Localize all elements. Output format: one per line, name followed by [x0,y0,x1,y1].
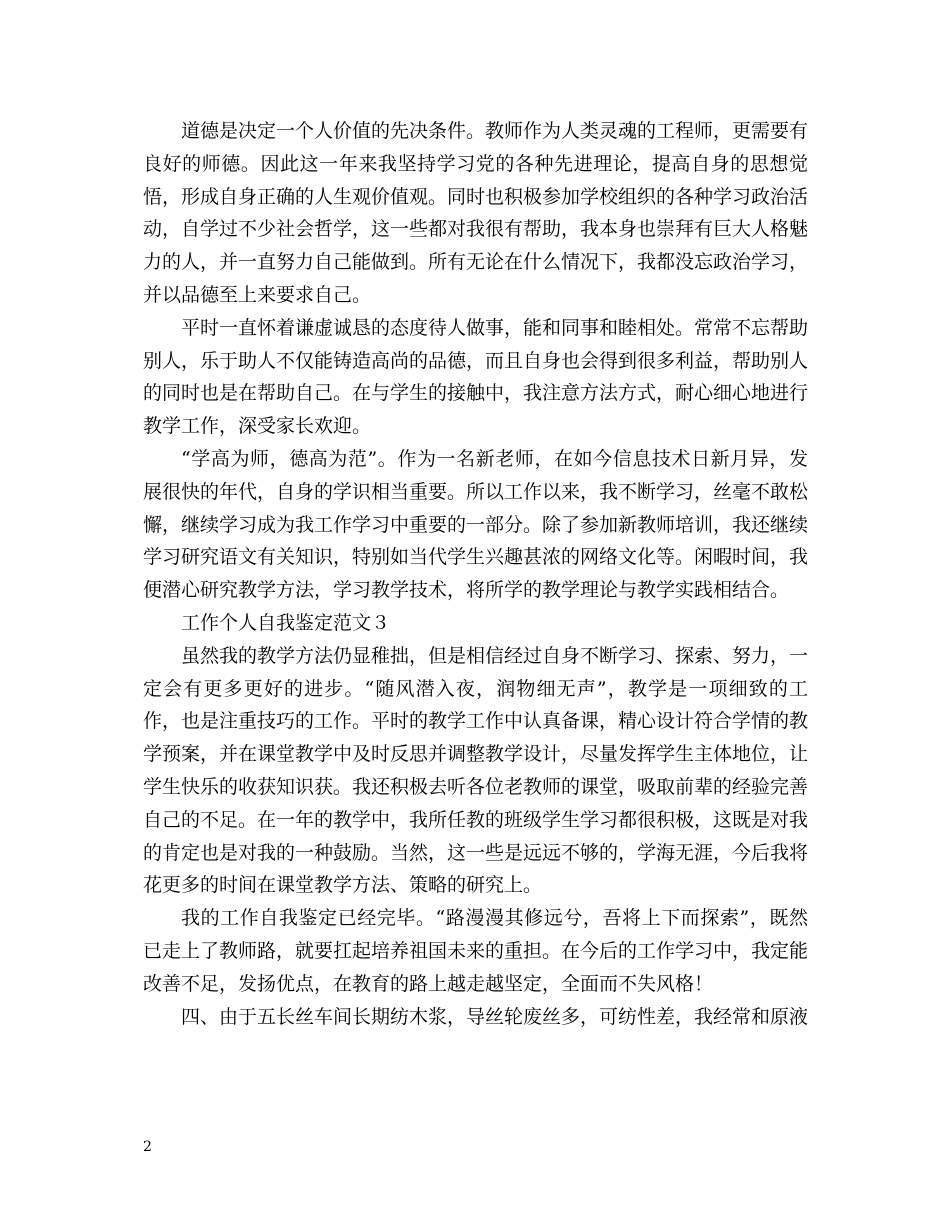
section-heading-sample-3: 工作个人自我鉴定范文３ [181,611,391,634]
paragraph-teaching-methods: 虽然我的教学方法仍显稚拙，但是相信经过自身不断学习、探索、努力，一定会有更多更好的进步。“随风潜入夜，润物细无声”，教学是一项细致的工作，也是注重技巧的工作。平时的教学工作中认真备课，精心设计符合学情的教学预案，并在课堂教学中及时反思并调整教学设计，尽量发挥学生主体地位，让学生快乐的收获知识获。我还积极去听各位老教师的课堂，吸取前辈的经验完善自己的不足。在一年的教学中，我所任教的班级学生学习都很积极，这既是对我的肯定也是对我的一种鼓励。当然，这一些是远远不够的，学海无涯，今后我将花更多的时间在课堂教学方法、策略的研究上。 [143,644,809,897]
paragraph-learning: “学高为师，德高为范”。作为一名新老师，在如今信息技术日新月异，发展很快的年代，自身的学识相当重要。所以工作以来，我不断学习，丝毫不敢松懈，继续学习成为我工作学习中重要的一部分。除了参加新教师培训，我还继续学习研究语文有关知识，特别如当代学生兴趣甚浓的网络文化等。闲暇时间，我便潜心研究教学方法，学习教学技术，将所学的教学理论与教学实践相结合。 [143,447,809,602]
paragraph-attitude: 平时一直怀着谦虚诚恳的态度待人做事，能和同事和睦相处。常常不忘帮助别人，乐于助人不仅能铸造高尚的品德，而且自身也会得到很多利益，帮助别人的同时也是在帮助自己。在与学生的接触中，我注意方法方式，耐心细心地进行教学工作，深受家长欢迎。 [143,316,809,438]
paragraph-moral-values: 道德是决定一个人价值的先决条件。教师作为人类灵魂的工程师，更需要有良好的师德。因此这一年来我坚持学习党的各种先进理论，提高自身的思想觉悟，形成自身正确的人生观价值观。同时也积极参加学校组织的各种学习政治活动，自学过不少社会哲学，这一些都对我很有帮助，我本身也崇拜有巨大人格魅力的人，并一直努力自己能做到。所有无论在什么情况下，我都没忘政治学习，并以品德至上来要求自己。 [143,120,809,306]
paragraph-workshop: 四、由于五长丝车间长期纺木浆，导丝轮废丝多，可纺性差，我经常和原液 [181,1005,809,1028]
page-number: 2 [143,1139,152,1155]
paragraph-conclusion: 我的工作自我鉴定已经完毕。“路漫漫其修远兮，吾将上下而探索”，既然已走上了教师路，就要扛起培养祖国未来的重担。在今后的工作学习中，我定能改善不足，发扬优点，在教育的路上越走越坚定，全面而不失风格！ [143,907,809,995]
document-body [143,115,808,1033]
